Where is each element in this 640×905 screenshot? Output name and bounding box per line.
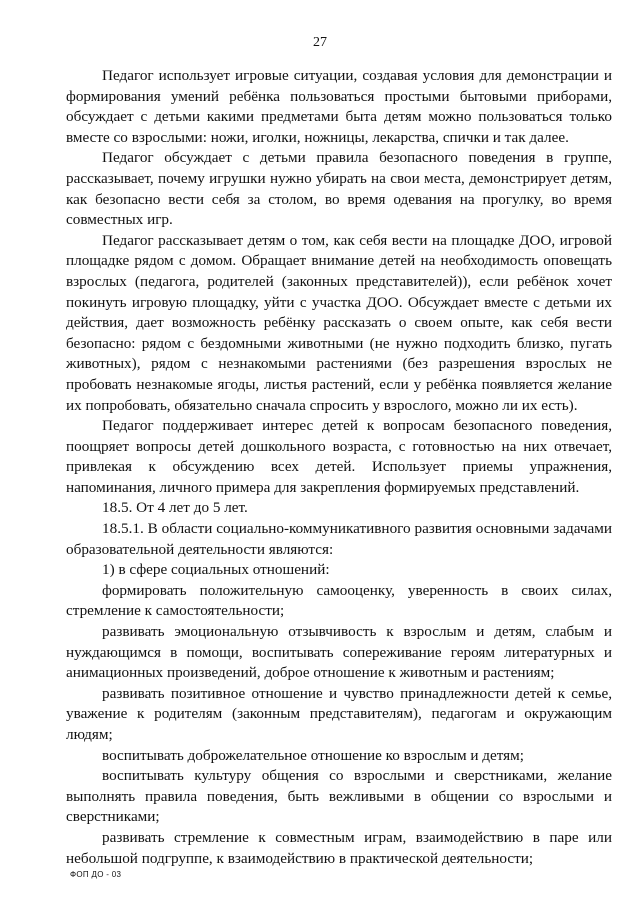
footer-label: ФОП ДО - 03 [70, 870, 122, 879]
list-item: воспитывать доброжелательное отношение ко взрослым и детям; [102, 746, 524, 764]
page-number: 27 [313, 35, 327, 50]
list-item: развивать эмоциональную отзывчивость к взрослым и детям, слабым и нуждающимся в помощи, воспитывать сопереживание героям литературных и анимационных произведений, доброе отношение к животным и растениям; [66, 623, 612, 682]
paragraph: Педагог обсуждает с детьми правила безопасного поведения в группе, рассказывает, почему игрушки нужно убирать на свои места, демонстрирует детям, как безопасно вести себя за столом, во время одевания на прогулку, во время совместных игр. [66, 149, 612, 229]
list-item: формировать положительную самооценку, уверенность в своих силах, стремление к самостоятельности; [66, 581, 612, 620]
list-heading: 1) в сфере социальных отношений: [102, 561, 330, 579]
paragraph: Педагог рассказывает детям о том, как себя вести на площадке ДОО, игровой площадке рядом с домом. Обращает внимание детей на необходимость оповещать взрослых (педагога, родителей (законных представителей)), если ребёнок хочет покинуть игровую площадку, уйти с участка ДОО. Обсуждает вместе с детьми их действия, дает возможность ребёнку рассказать о своем опыте, как себя вести безопасно: рядом с бездомными животными (не нужно подходить близко, пугать животных), рядом с незнакомыми растениями (без разрешения взрослых не пробовать незнакомые ягоды, листья растений, если у ребёнка появляется желание их попробовать, обязательно сначала спросить у взрослого, можно ли их есть). [66, 231, 612, 414]
list-item: развивать стремление к совместным играм, взаимодействию в паре или небольшой подгруппе, к взаимодействию в практической деятельности; [66, 828, 612, 867]
paragraph: Педагог поддерживает интерес детей к вопросам безопасного поведения, поощряет вопросы детей дошкольного возраста, с готовностью на них отвечает, привлекая к обсуждению всех детей. Использует приемы упражнения, напоминания, личного примера для закрепления формируемых представлений. [66, 417, 612, 496]
list-item: воспитывать культуру общения со взрослыми и сверстниками, желание выполнять правила поведения, быть вежливыми в общении со взрослыми и сверстниками; [66, 767, 612, 826]
document-body [66, 66, 612, 869]
section-heading: 18.5. От 4 лет до 5 лет. [102, 499, 248, 517]
list-item: развивать позитивное отношение и чувство принадлежности детей к семье, уважение к родителям (законным представителям), педагогам и окружающим людям; [66, 684, 612, 743]
subsection-heading: 18.5.1. В области социально-коммуникативного развития основными задачами образовательной деятельности являются: [66, 520, 612, 558]
paragraph: Педагог использует игровые ситуации, создавая условия для демонстрации и формирования умений ребёнка пользоваться простыми бытовыми приборами, обсуждает с детьми какими предметами быта детям можно пользоваться только вместе со взрослыми: ножи, иголки, ножницы, лекарства, спички и так далее. [66, 67, 612, 146]
